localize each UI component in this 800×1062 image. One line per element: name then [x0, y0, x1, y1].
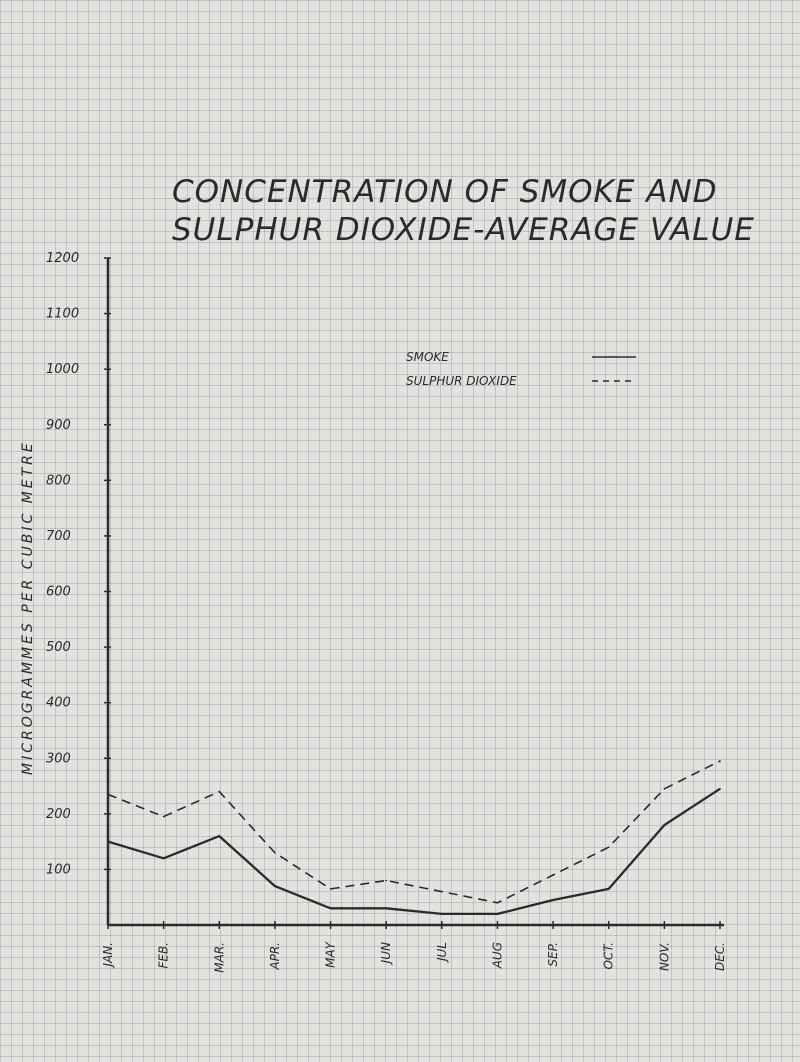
data-point — [719, 788, 721, 790]
y-tick-label: 400 — [46, 695, 71, 711]
x-tick-label: NOV. — [657, 942, 672, 972]
y-tick-label: 800 — [46, 473, 71, 489]
y-tick-label: 300 — [46, 751, 71, 767]
y-tick-label: 900 — [46, 417, 71, 433]
data-point — [441, 891, 443, 893]
data-point — [441, 913, 443, 915]
series-line-sulphur-dioxide — [108, 761, 720, 903]
legend-label: SULPHUR DIOXIDE — [406, 374, 517, 388]
y-tick-label: 200 — [46, 806, 71, 822]
data-point — [608, 888, 610, 890]
data-point — [385, 880, 387, 882]
y-axis-label: MICROGRAMMES PER CUBIC METRE — [20, 440, 36, 775]
data-point — [163, 816, 165, 818]
x-tick-label: OCT. — [601, 942, 616, 970]
y-tick-label: 600 — [46, 584, 71, 600]
chart-title-line-2: SULPHUR DIOXIDE-AVERAGE VALUE — [172, 212, 755, 248]
y-tick-label: 1100 — [46, 306, 80, 322]
data-point — [497, 913, 499, 915]
chart-title — [172, 174, 755, 248]
data-point — [107, 841, 109, 843]
data-point — [552, 899, 554, 901]
data-point — [163, 858, 165, 860]
y-tick-label: 500 — [46, 640, 71, 656]
data-point — [107, 794, 109, 796]
y-tick-label: 1200 — [46, 251, 80, 266]
data-point — [664, 788, 666, 790]
data-point — [218, 791, 220, 793]
data-point — [719, 760, 721, 762]
series-layer — [107, 760, 721, 914]
chart-title-line-1: CONCENTRATION OF SMOKE AND — [172, 174, 718, 210]
x-tick-label: JUL — [434, 942, 449, 962]
x-tick-label: JUN — [379, 942, 394, 964]
data-point — [497, 902, 499, 904]
data-point — [274, 852, 276, 854]
legend-label: SMOKE — [406, 350, 449, 364]
data-point — [330, 888, 332, 890]
x-tick-label: JAN. — [101, 942, 115, 967]
data-point — [218, 835, 220, 837]
data-point — [552, 874, 554, 876]
x-axis-ticks — [101, 921, 727, 973]
y-tick-label: 100 — [46, 862, 71, 878]
x-tick-label: AUG — [490, 942, 505, 969]
x-tick-label: MAY — [323, 942, 338, 968]
data-point — [608, 846, 610, 848]
series-line-smoke — [108, 789, 720, 914]
x-tick-label: FEB. — [156, 942, 171, 969]
x-tick-label: MAR. — [212, 942, 227, 973]
data-point — [274, 885, 276, 887]
x-tick-label: APR. — [267, 942, 282, 970]
y-axis-ticks — [46, 251, 111, 877]
data-point — [385, 908, 387, 910]
y-tick-label: 1000 — [46, 362, 80, 378]
data-point — [664, 824, 666, 826]
x-tick-label: SEP. — [546, 942, 561, 967]
legend — [406, 350, 636, 388]
data-point — [330, 908, 332, 910]
y-tick-label: 700 — [46, 528, 71, 544]
x-tick-label: DEC. — [713, 942, 727, 972]
